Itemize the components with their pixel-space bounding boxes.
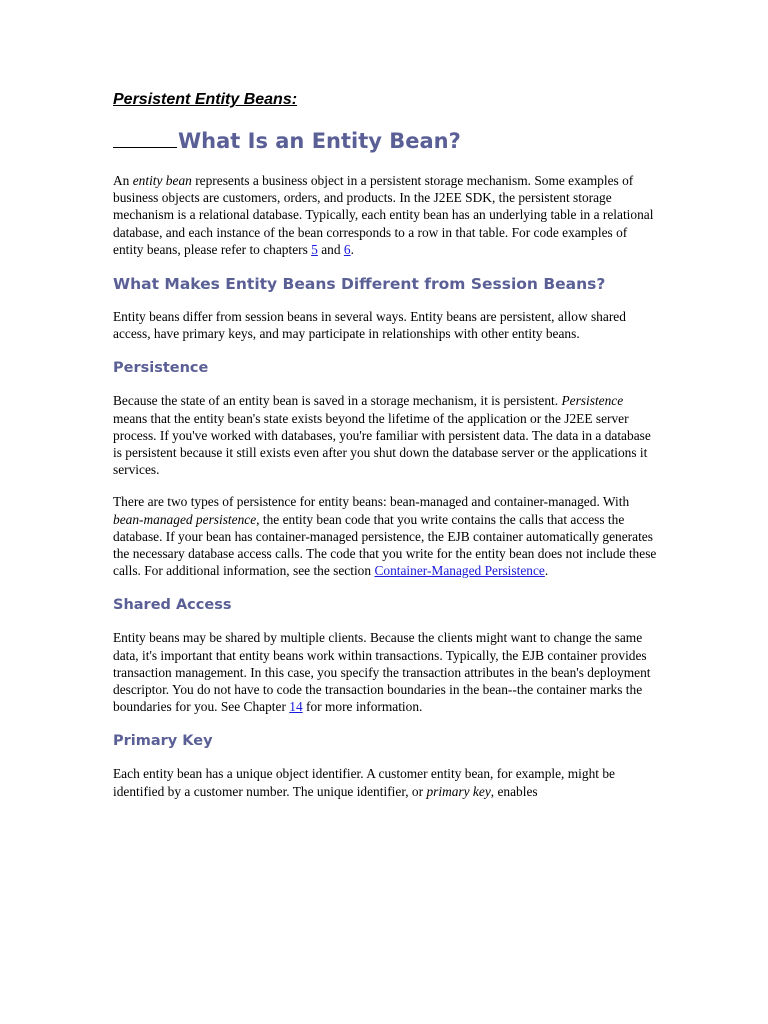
persistence-types-end: . — [544, 563, 549, 579]
shared-access-paragraph — [113, 629, 658, 715]
document-label: Persistent Entity Beans: — [113, 91, 298, 108]
subheading-primary-key: Primary Key — [113, 733, 213, 750]
section-heading-differences: What Makes Entity Beans Different from Session Beans? — [113, 275, 606, 294]
intro-term: entity bean — [132, 173, 192, 188]
intro-text: An — [113, 173, 133, 188]
primary-key-paragraph — [113, 765, 658, 799]
persistence-paragraph-2 — [113, 493, 658, 579]
persistence-types-text: There are two types of persistence for entity beans: bean-managed and container-managed. With — [113, 494, 630, 510]
subheading-persistence: Persistence — [113, 360, 209, 377]
chapter-14-link[interactable]: 14 — [289, 699, 303, 715]
primary-key-end: , enables — [490, 783, 538, 799]
persistence-text: Because the state of an entity bean is saved in a storage mechanism, it is persistent. — [113, 393, 562, 409]
persistence-text-2: means that the entity bean's state exists beyond the lifetime of the application or the J2EE server process. If you've worked with databases, you're familiar with persistent data. The data in a database is persistent because it still exists even after you shut down the database server or the applications it services. — [113, 410, 651, 478]
persistence-types-text-2: , the entity bean code that you write contains the calls that access the database. If your bean has container-managed persistence, the EJB container automatically generates the necessary database access calls. The code that you write for the entity bean does not include these calls. For additional information, see the section — [113, 511, 657, 579]
intro-text-2: represents a business object in a persistent storage mechanism. Some examples of business objects are customers, orders, and products. In the J2EE SDK, the persistent storage mechanism is a relational database. Typically, each entity bean has an underlying table in a relational database, and each instance of the bean corresponds to a row in that table. For code examples of entity beans, please refer to chapters — [113, 173, 654, 257]
main-heading — [113, 127, 658, 155]
primary-key-term: primary key — [426, 783, 491, 799]
subheading-shared-access: Shared Access — [113, 597, 232, 614]
chapter-5-link[interactable]: 5 — [311, 241, 318, 257]
heading-underline-rule — [113, 127, 177, 148]
document-page — [113, 90, 658, 800]
shared-access-text: Entity beans may be shared by multiple clients. Because the clients might want to change the same data, it's important that entity beans work within transactions. Typically, the EJB container provides transaction management. In this case, you specify the transaction attributes in the bean's deployment descriptor. You do not have to code the transaction boundaries in the bean--the container marks the boundaries for you. See Chapter — [113, 630, 651, 715]
persistence-term: Persistence — [561, 393, 624, 409]
bmp-term: bean-managed persistence — [113, 511, 257, 527]
cmp-section-link[interactable]: Container-Managed Persistence — [374, 563, 545, 579]
primary-key-text: Each entity bean has a unique object identifier. A customer entity bean, for example, might be identified by a customer number. The unique identifier, or — [113, 766, 615, 799]
intro-and: and — [317, 241, 344, 257]
intro-end: . — [350, 241, 354, 257]
persistence-paragraph-1 — [113, 392, 658, 478]
chapter-6-link[interactable]: 6 — [343, 241, 351, 257]
differences-paragraph: Entity beans differ from session beans in several ways. Entity beans are persistent, allow shared access, have primary keys, and may participate in relationships with other entity beans. — [113, 309, 626, 342]
intro-paragraph — [113, 172, 658, 258]
main-heading-text: What Is an Entity Bean? — [178, 129, 461, 153]
shared-access-end: for more information. — [302, 699, 423, 715]
